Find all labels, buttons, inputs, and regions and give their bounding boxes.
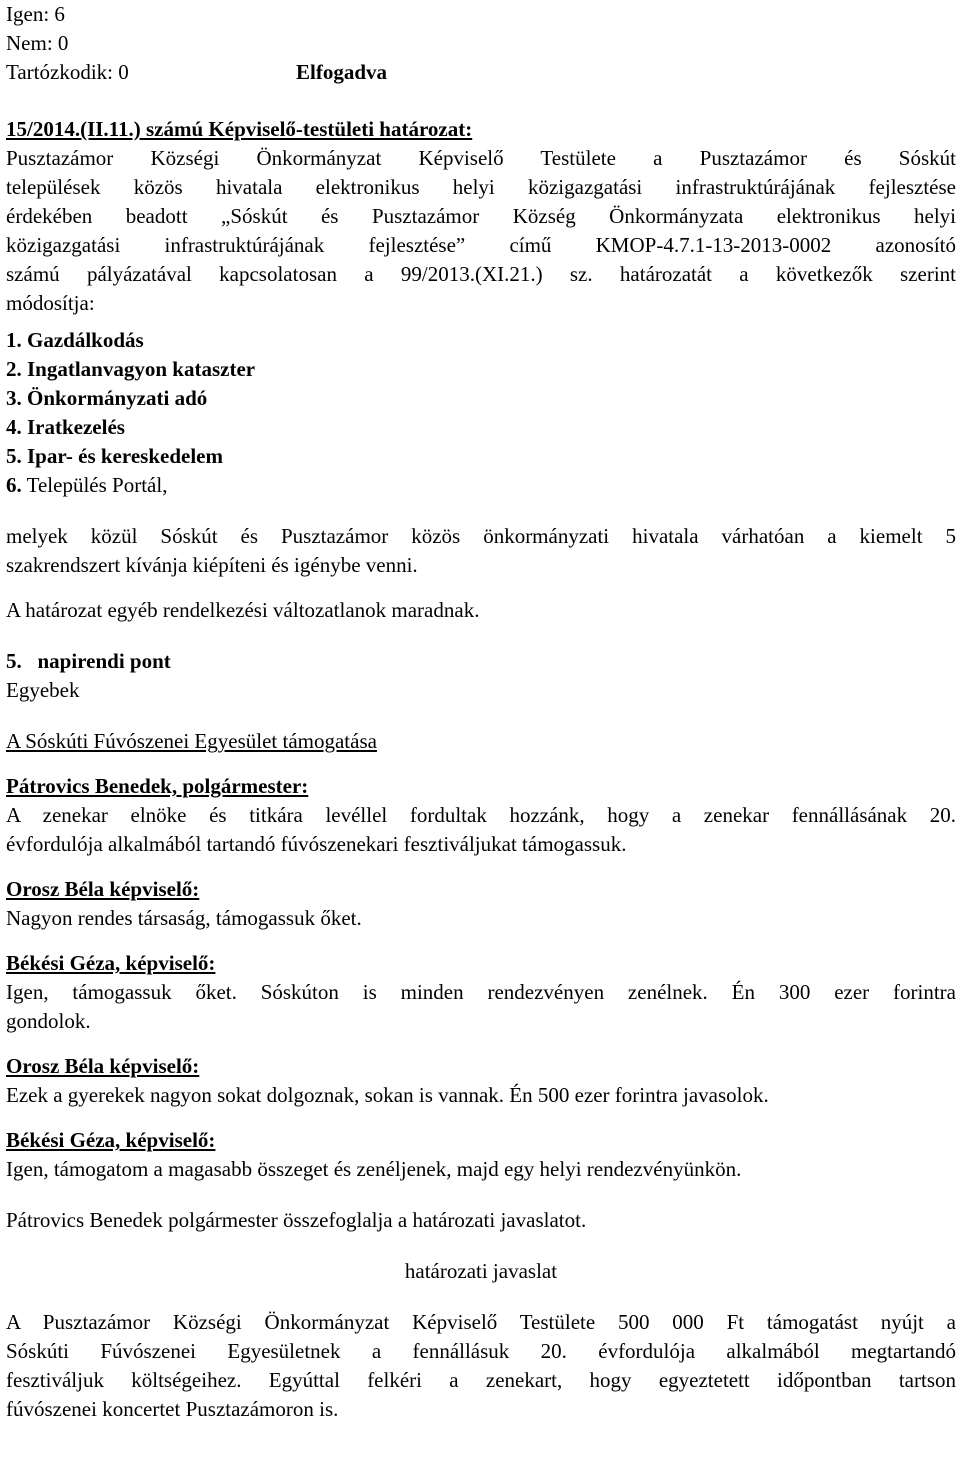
discussion-entry <box>6 1126 956 1184</box>
proposal-body <box>6 1308 956 1424</box>
proposal-line: A Pusztazámor Községi Önkormányzat Képviselő Testülete 500 000 Ft támogatást nyújt a <box>6 1310 956 1334</box>
speech-line: Nagyon rendes társaság, támogassuk őket. <box>6 906 362 930</box>
list-item: 5. Ipar- és kereskedelem <box>6 444 223 468</box>
list-item: 2. Ingatlanvagyon kataszter <box>6 357 256 381</box>
speech-line: évfordulója alkalmából tartandó fúvószenekari fesztiváljukat támogassuk. <box>6 832 627 856</box>
vote-no: Nem: 0 <box>6 31 69 55</box>
resolution-line: Pusztazámor Községi Önkormányzat Képviselő Testülete a Pusztazámor és Sóskút <box>6 146 956 170</box>
speech-line: A zenekar elnöke és titkára levéllel fordultak hozzánk, hogy a zenekar fennállásának 20. <box>6 803 956 827</box>
vote-yes: Igen: 6 <box>6 2 65 26</box>
summary-text: Pátrovics Benedek polgármester összefoglalja a határozati javaslatot. <box>6 1208 587 1232</box>
resolution-closing: A határozat egyéb rendelkezési változatlanok maradnak. <box>6 598 480 622</box>
speaker-name: Békési Géza, képviselő: <box>6 951 216 975</box>
agenda-label: napirendi pont <box>37 649 171 673</box>
speaker-name: Orosz Béla képviselő: <box>6 877 200 901</box>
discussion-entry <box>6 1052 956 1110</box>
proposal-line: fesztiváljuk költségeihez. Egyúttal felkéri a zenekart, hogy egyeztetett időpontban tartson <box>6 1368 956 1392</box>
vote-result: Elfogadva <box>296 60 388 84</box>
speaker-name: Orosz Béla képviselő: <box>6 1054 200 1078</box>
resolution-line: számú pályázatával kapcsolatosan a 99/2013.(XI.21.) sz. határozatát a következők szerint <box>6 262 956 286</box>
proposal-heading: határozati javaslat <box>404 1259 558 1283</box>
agenda-topic: A Sóskúti Fúvószenei Egyesület támogatása <box>6 729 377 753</box>
resolution-title: 15/2014.(II.11.) számú Képviselő-testületi határozat: <box>6 117 473 141</box>
discussion-entry <box>6 875 956 933</box>
resolution-line: közigazgatási infrastruktúrájának fejlesztése” című KMOP-4.7.1-13-2013-0002 azonosító <box>6 233 956 257</box>
vote-abstain-row <box>6 58 956 87</box>
resolution-line: módosítja: <box>6 291 95 315</box>
list-item: 1. Gazdálkodás <box>6 328 144 352</box>
system-list <box>6 326 956 500</box>
speech-line: gondolok. <box>6 1009 91 1033</box>
speech-line: Ezek a gyerekek nagyon sokat dolgoznak, sokan is vannak. Én 500 ezer forintra javasolok. <box>6 1083 769 1107</box>
vote-abstain: Tartózkodik: 0 <box>6 60 129 84</box>
discussion-entry <box>6 949 956 1036</box>
speaker-name: Békési Géza, képviselő: <box>6 1128 216 1152</box>
resolution-after-line: szakrendszert kívánja kiépíteni és igénybe venni. <box>6 553 418 577</box>
resolution-after-line: melyek közül Sóskút és Pusztazámor közös önkormányzati hivatala várhatóan a kiemelt 5 <box>6 524 956 548</box>
proposal-line: fúvószenei koncertet Pusztazámoron is. <box>6 1397 339 1421</box>
document-page <box>6 0 956 1424</box>
list-item-text: Település Portál, <box>21 473 168 497</box>
resolution-body <box>6 144 956 318</box>
list-item <box>6 471 956 500</box>
agenda-heading <box>6 647 956 676</box>
agenda-subtitle: Egyebek <box>6 678 80 702</box>
resolution-line: érdekében beadott „Sóskút és Pusztazámor Község Önkormányzata elektronikus helyi <box>6 204 956 228</box>
speaker-name: Pátrovics Benedek, polgármester: <box>6 774 309 798</box>
speech-line: Igen, támogassuk őket. Sóskúton is minden rendezvényen zenélnek. Én 300 ezer forintra <box>6 980 956 1004</box>
speech-line: Igen, támogatom a magasabb összeget és zenéljenek, majd egy helyi rendezvényünkön. <box>6 1157 742 1181</box>
list-item: 4. Iratkezelés <box>6 415 125 439</box>
discussion-entry <box>6 772 956 859</box>
proposal-line: Sóskúti Fúvószenei Egyesületnek a fennállásuk 20. évfordulója alkalmából megtartandó <box>6 1339 956 1363</box>
resolution-line: települések közös hivatala elektronikus helyi közigazgatási infrastruktúrájának fejlesztése <box>6 175 956 199</box>
list-item: 3. Önkormányzati adó <box>6 386 208 410</box>
agenda-number: 5. <box>6 649 22 673</box>
list-item-number: 6. <box>6 473 22 497</box>
